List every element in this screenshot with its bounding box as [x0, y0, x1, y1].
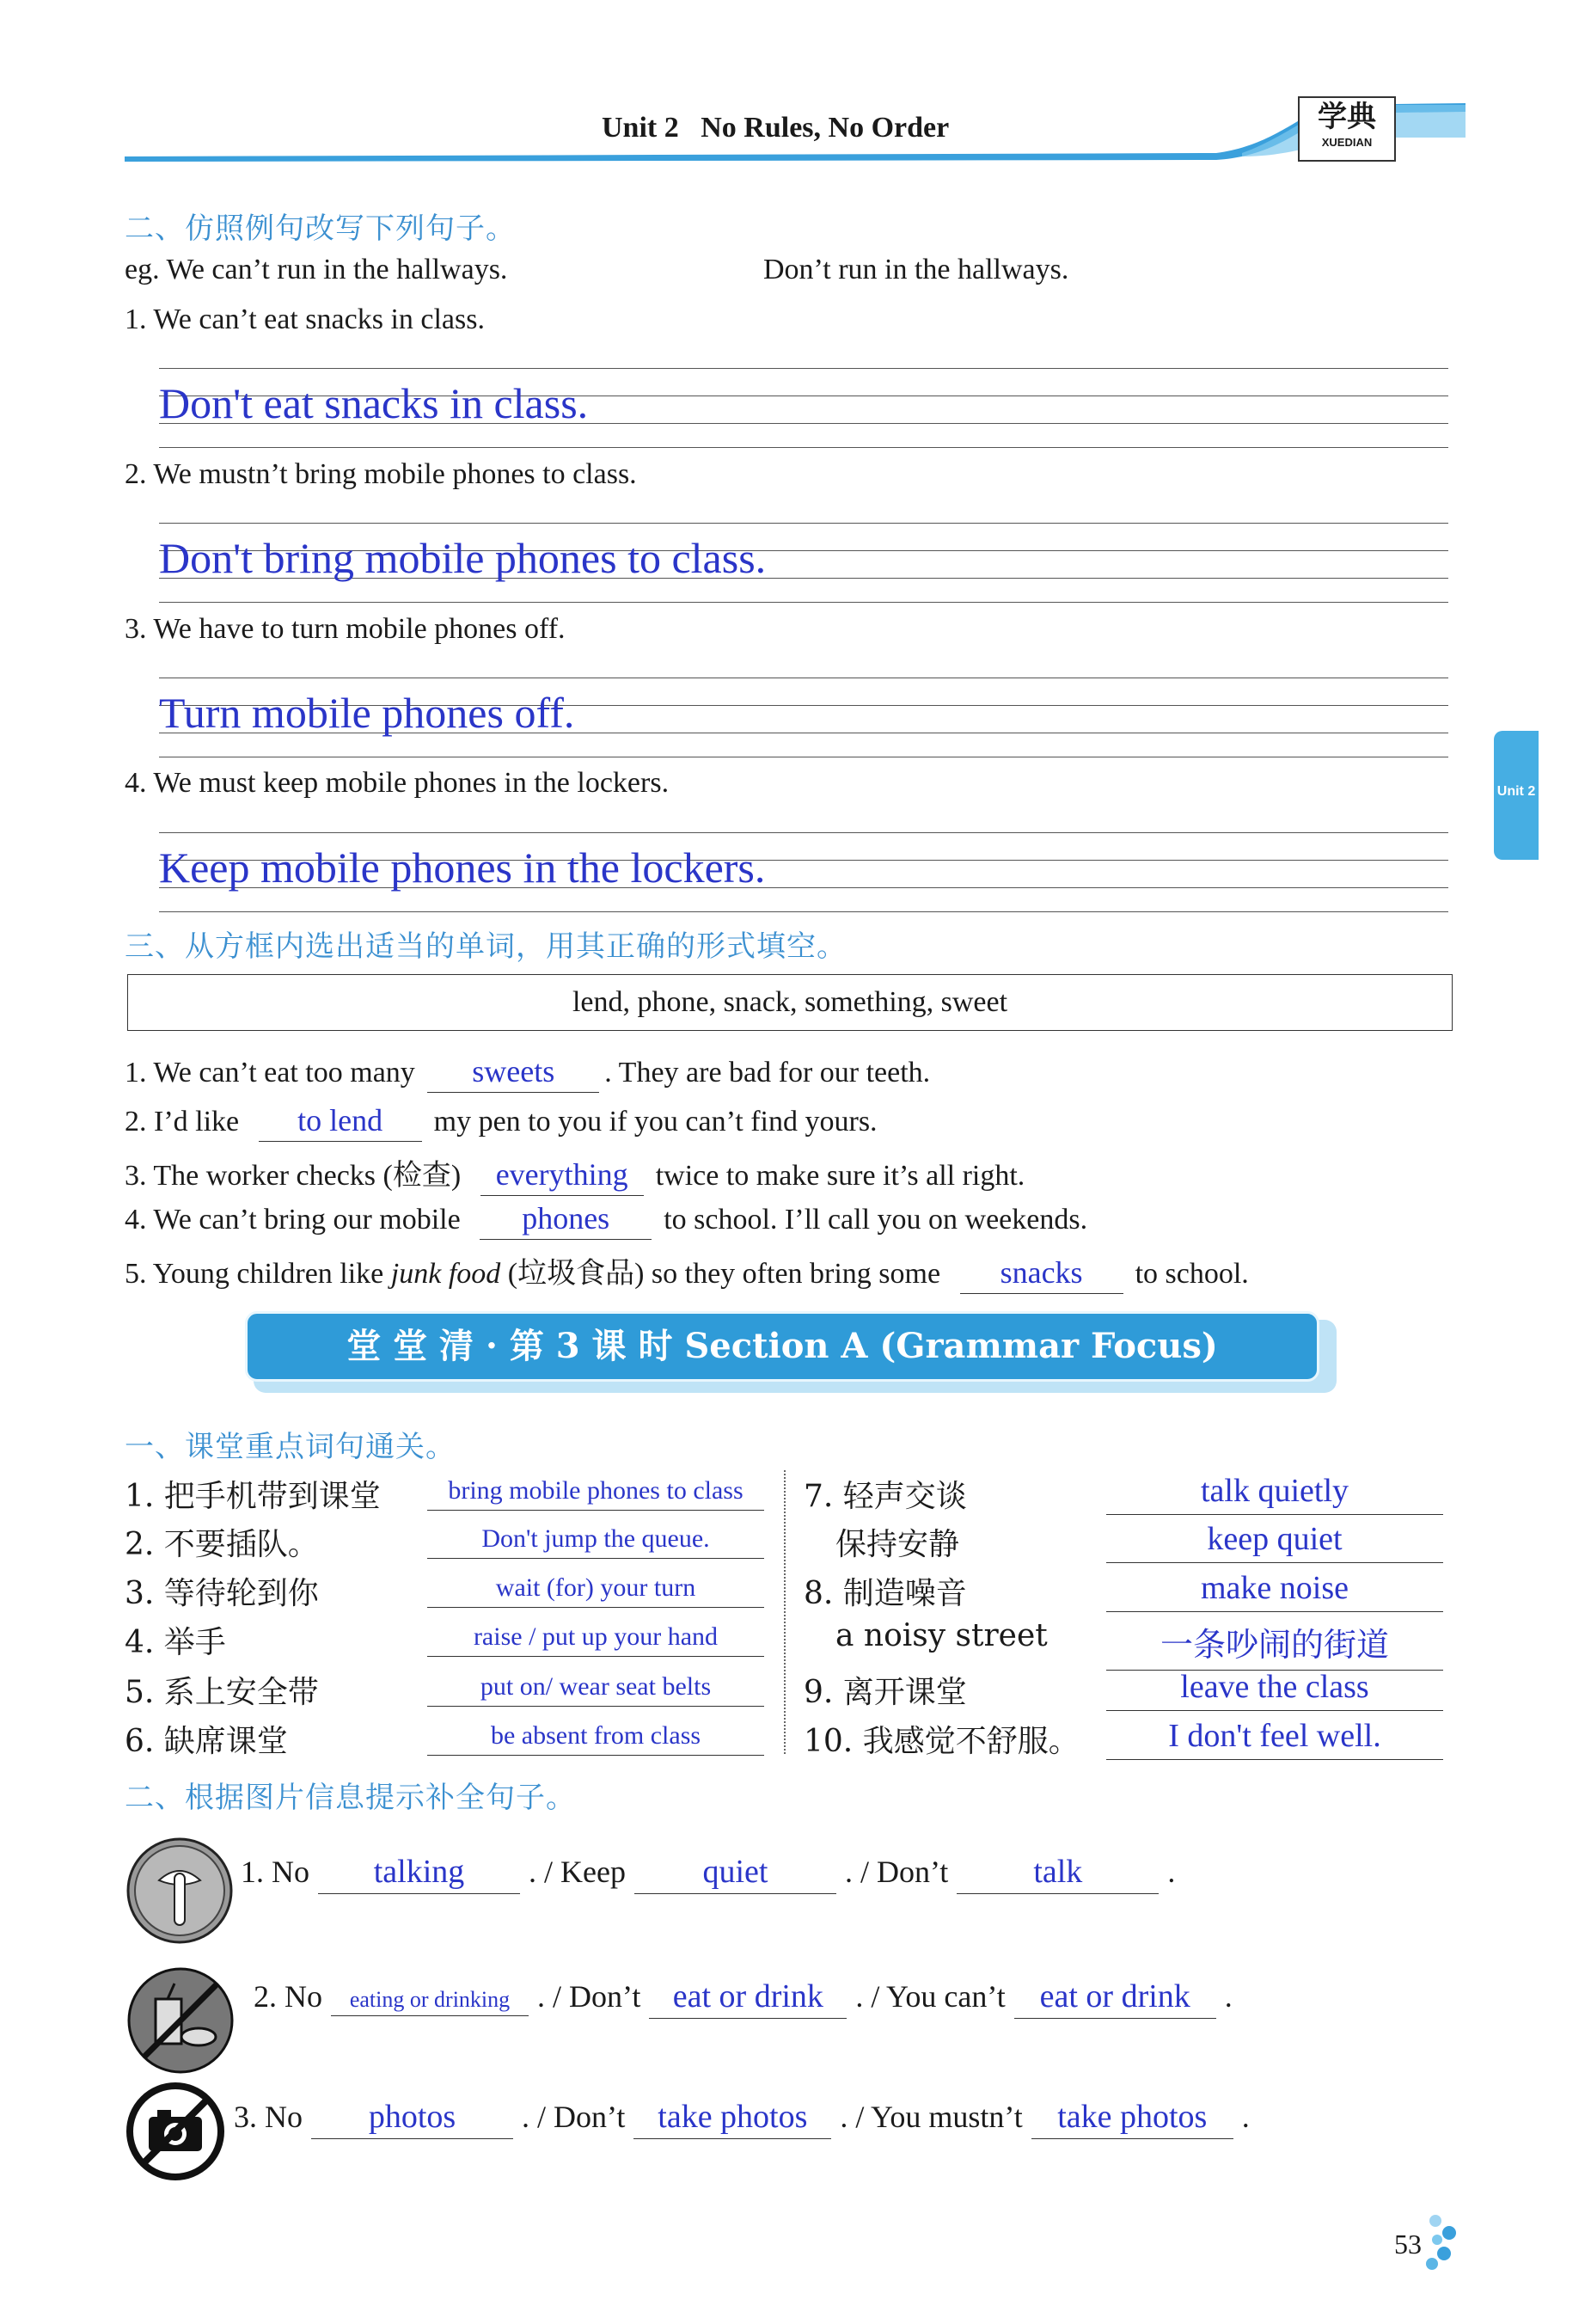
lesson-banner	[245, 1311, 1337, 1393]
header-swoosh-graphic	[125, 52, 1466, 163]
picture-row-3-answer-text-2: take photos	[658, 2099, 808, 2135]
picture-row-2-answer-2[interactable]	[649, 1978, 847, 2015]
fill-answer-5-text: snacks	[1000, 1255, 1083, 1290]
rewrite-answer-1[interactable]: Don't eat snacks in class.	[159, 379, 589, 427]
picture-row-1-p2: . / Keep	[529, 1855, 626, 1889]
no-talking-sign-icon	[125, 1836, 235, 1950]
picture-row-1-p3: . / Don’t	[844, 1855, 949, 1889]
fill-item-4-post: to school. I’ll call you on weekends.	[664, 1204, 1088, 1236]
rewrite-answer-2[interactable]: Don't bring mobile phones to class.	[159, 534, 767, 582]
picture-row-2-answer-1[interactable]	[331, 1987, 529, 2013]
fill-item-3-post: twice to make sure it’s all right.	[655, 1160, 1025, 1192]
picture-row-1-answer-3[interactable]	[957, 1853, 1159, 1891]
picture-row-2-p2: . / Don’t	[537, 1979, 641, 2014]
section-rewrite-heading: 二、仿照例句改写下列句子。	[125, 212, 516, 246]
page-number: 53	[1394, 2229, 1422, 2260]
fill-answer-4[interactable]	[480, 1200, 652, 1236]
picture-row-3-p1: 3. No	[234, 2100, 303, 2134]
vocab-left-answer-5[interactable]	[427, 1672, 764, 1702]
picture-row-3-p3: . / You mustn’t	[840, 2100, 1023, 2134]
no-photos-sign-icon	[125, 2081, 226, 2186]
picture-row-1	[241, 1853, 1175, 1891]
picture-row-3-p4: .	[1241, 2100, 1250, 2134]
rewrite-answer-3[interactable]: Turn mobile phones off.	[159, 689, 575, 737]
picture-row-2-answer-text-1: eating or drinking	[349, 1987, 511, 2012]
picture-row-2-answer-3[interactable]	[1014, 1978, 1216, 2015]
rewrite-question-1: 1. We can’t eat snacks in class.	[125, 304, 485, 335]
picture-row-2-answer-text-3: eat or drink	[1039, 1978, 1190, 2014]
vocab-right-answer-text-4: 一条吵闹的街道	[1160, 1628, 1389, 1664]
example-question: eg. We can’t run in the hallways.	[125, 254, 508, 285]
vocab-heading: 一、课堂重点词句通关。	[125, 1430, 456, 1464]
vocab-left-question-1: 1. 把手机带到课堂	[125, 1479, 381, 1514]
brand-en: XUEDIAN	[1321, 136, 1373, 149]
picture-heading: 二、根据图片信息提示补全句子。	[125, 1781, 576, 1815]
fill-item-3	[125, 1151, 1025, 1193]
side-unit-tab-label: Unit 2	[1496, 784, 1536, 799]
vocab-left-answer-text-6: be absent from class	[490, 1721, 701, 1750]
vocab-right-answer-1[interactable]	[1106, 1472, 1443, 1510]
vocab-right-question-1: 7. 轻声交谈	[804, 1479, 967, 1514]
fill-item-2-pre: 2. I’d like	[125, 1106, 240, 1137]
picture-row-3-p2: . / Don’t	[522, 2100, 626, 2134]
picture-row-1-answer-text-1: talking	[373, 1854, 465, 1890]
side-unit-tab	[1494, 731, 1539, 860]
vocab-right-question-3: 8. 制造噪音	[804, 1576, 967, 1611]
vocab-left-answer-4[interactable]	[427, 1622, 764, 1652]
vocab-right-answer-2[interactable]	[1106, 1520, 1443, 1558]
rewrite-question-2: 2. We mustn’t bring mobile phones to class.	[125, 458, 637, 490]
vocab-left-question-3: 3. 等待轮到你	[125, 1576, 319, 1611]
rewrite-answer-4[interactable]: Keep mobile phones in the lockers.	[159, 843, 766, 892]
vocab-right-answer-6[interactable]	[1106, 1717, 1443, 1755]
fill-answer-1[interactable]	[427, 1053, 599, 1089]
vocab-right-answer-3[interactable]	[1106, 1569, 1443, 1607]
picture-row-1-answer-1[interactable]	[318, 1853, 520, 1891]
vocab-left-answer-2[interactable]	[427, 1524, 764, 1554]
picture-row-3-answer-text-1: photos	[368, 2099, 456, 2135]
fill-item-2-post: my pen to you if you can’t find yours.	[433, 1106, 878, 1137]
vocab-left-answer-text-5: put on/ wear seat belts	[480, 1672, 712, 1701]
picture-row-3	[234, 2098, 1250, 2136]
vocab-divider	[784, 1470, 786, 1754]
vocab-left-answer-3[interactable]	[427, 1573, 764, 1603]
no-food-drink-sign-icon	[125, 1965, 236, 2081]
fill-item-1-pre: 1. We can’t eat too many	[125, 1057, 415, 1088]
picture-row-3-answer-2[interactable]	[633, 2098, 831, 2136]
fill-item-5-pre: 5. Young children like	[125, 1258, 384, 1290]
example-answer: Don’t run in the hallways.	[763, 254, 1069, 285]
vocab-right-question-4: a noisy street	[835, 1618, 1048, 1653]
picture-row-3-answer-1[interactable]	[311, 2098, 513, 2136]
page-header	[125, 52, 1466, 163]
page-dots-decoration	[1418, 2214, 1461, 2278]
picture-row-1-answer-text-2: quiet	[702, 1854, 768, 1890]
picture-row-1-answer-text-3: talk	[1033, 1854, 1083, 1890]
vocab-right-question-5: 9. 离开课堂	[804, 1675, 967, 1710]
brand-cn: 学典	[1318, 100, 1376, 134]
vocab-right-answer-4[interactable]	[1106, 1618, 1443, 1665]
vocab-left-answer-text-4: raise / put up your hand	[473, 1622, 719, 1651]
header-unit: Unit 2	[602, 112, 679, 144]
vocab-left-answer-text-3: wait (for) your turn	[495, 1573, 696, 1602]
fill-item-5-post: to school.	[1135, 1258, 1249, 1290]
picture-row-3-answer-text-3: take photos	[1057, 2099, 1208, 2135]
fill-answer-3-text: everything	[495, 1157, 628, 1192]
lesson-banner-text: 堂 堂 清 · 第 3 课 时 Section A (Grammar Focus)	[346, 1326, 1218, 1366]
picture-row-2-p3: . / You can’t	[855, 1979, 1006, 2014]
picture-row-1-p4: .	[1167, 1855, 1176, 1889]
picture-row-3-answer-3[interactable]	[1031, 2098, 1233, 2136]
fill-item-3-pre: 3. The worker checks (检查)	[125, 1160, 462, 1192]
vocab-right-answer-5[interactable]	[1106, 1668, 1443, 1706]
vocab-left-answer-text-2: Don't jump the queue.	[481, 1524, 710, 1553]
word-box	[127, 974, 1453, 1031]
picture-row-2-p1: 2. No	[254, 1979, 322, 2014]
header-title	[602, 112, 949, 144]
vocab-left-question-4: 4. 举手	[125, 1625, 226, 1660]
fill-answer-5[interactable]	[960, 1254, 1123, 1291]
word-box-words: lend, phone, snack, something, sweet	[572, 986, 1008, 1018]
fill-answer-4-text: phones	[522, 1201, 610, 1236]
vocab-right-answer-text-5: leave the class	[1180, 1669, 1369, 1705]
fill-answer-2[interactable]	[259, 1102, 422, 1138]
picture-row-2-answer-text-2: eat or drink	[672, 1978, 823, 2014]
vocab-right-answer-text-2: keep quiet	[1207, 1521, 1343, 1557]
fill-item-5-italic: junk food	[390, 1258, 501, 1290]
vocab-right-answer-text-6: I don't feel well.	[1168, 1718, 1381, 1754]
fill-answer-1-text: sweets	[472, 1054, 555, 1088]
fill-item-1-post: . They are bad for our teeth.	[604, 1057, 931, 1088]
rewrite-question-3: 3. We have to turn mobile phones off.	[125, 613, 566, 645]
vocab-left-question-5: 5. 系上安全带	[125, 1675, 319, 1710]
header-lesson-title: No Rules, No Order	[701, 112, 950, 144]
vocab-left-answer-text-1: bring mobile phones to class	[448, 1476, 743, 1505]
section-fill-heading: 三、从方框内选出适当的单词，用其正确的形式填空。	[125, 929, 847, 964]
fill-item-4	[125, 1200, 1087, 1236]
vocab-right-answer-text-3: make noise	[1200, 1570, 1349, 1606]
fill-item-1	[125, 1053, 930, 1089]
picture-row-2	[254, 1978, 1233, 2015]
vocab-left-question-6: 6. 缺席课堂	[125, 1724, 288, 1759]
picture-row-1-p1: 1. No	[241, 1855, 309, 1889]
vocab-right-question-2: 保持安静	[835, 1527, 960, 1562]
brand-logo	[1298, 96, 1396, 162]
picture-row-1-answer-2[interactable]	[634, 1853, 836, 1891]
vocab-left-question-2: 2. 不要插队。	[125, 1527, 319, 1562]
vocab-left-answer-1[interactable]	[427, 1476, 764, 1505]
fill-item-2	[125, 1102, 878, 1138]
fill-item-4-pre: 4. We can’t bring our mobile	[125, 1204, 461, 1236]
rewrite-question-4: 4. We must keep mobile phones in the lockers.	[125, 767, 670, 799]
vocab-right-question-6: 10. 我感觉不舒服。	[804, 1724, 1080, 1759]
vocab-left-answer-6[interactable]	[427, 1721, 764, 1751]
picture-row-2-p4: .	[1224, 1979, 1233, 2014]
fill-item-5-pre2: (垃圾食品) so they often bring some	[507, 1258, 941, 1290]
vocab-right-answer-text-1: talk quietly	[1200, 1473, 1349, 1509]
fill-answer-2-text: to lend	[297, 1103, 383, 1137]
fill-item-5	[125, 1249, 1249, 1291]
fill-answer-3[interactable]	[480, 1156, 644, 1193]
